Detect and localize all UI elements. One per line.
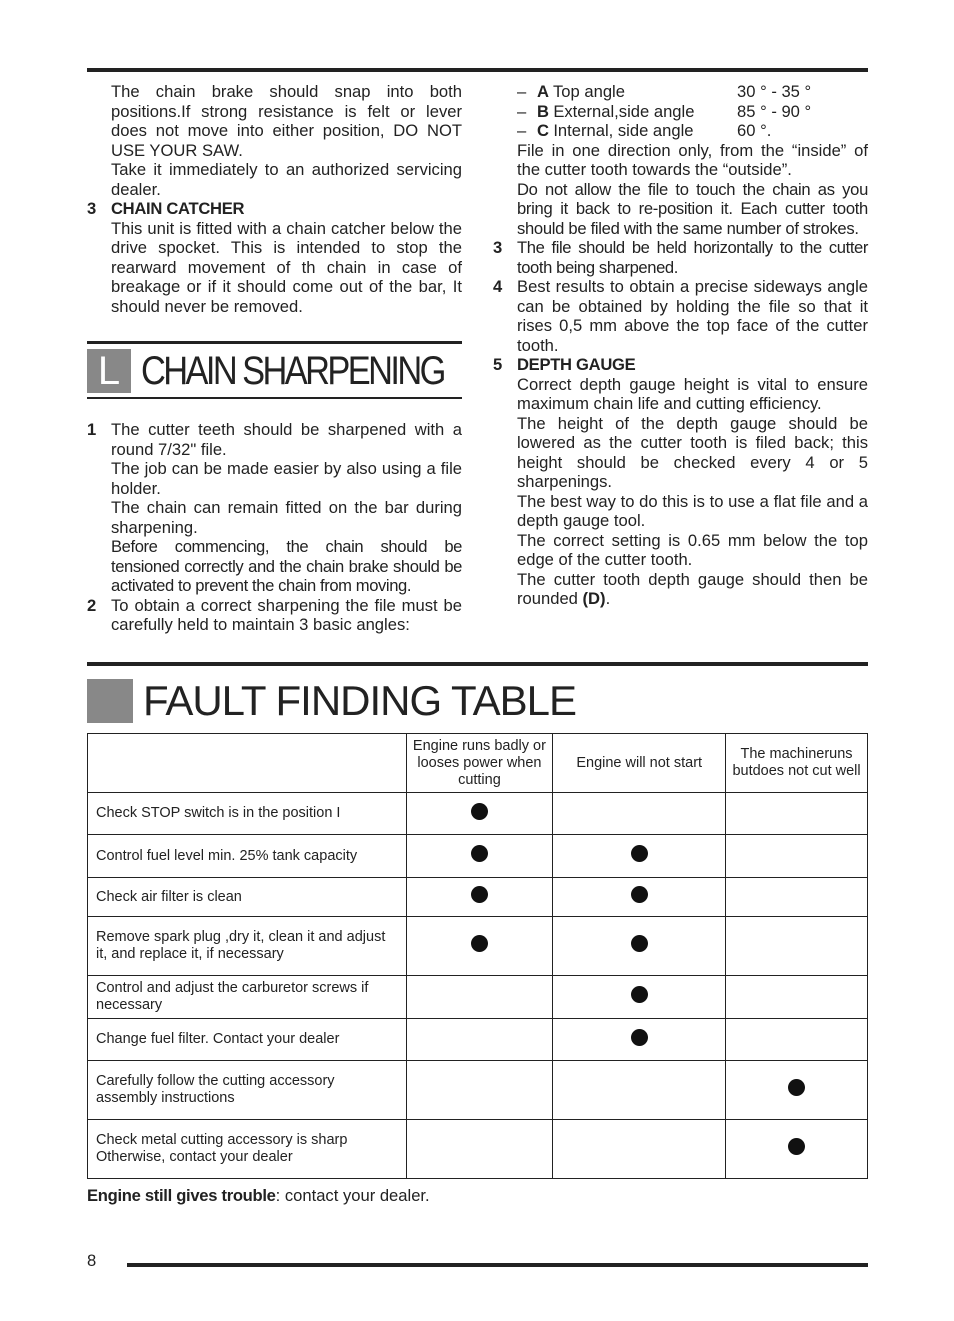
bullet-dot-icon	[631, 1029, 648, 1046]
sharpening-item-4	[493, 277, 868, 355]
sharpening-item-5	[493, 355, 868, 609]
row-label: Control fuel level min. 25% tank capacity	[88, 835, 407, 878]
item1-p3: The chain can remain fitted on the bar during sharpening.	[111, 498, 462, 537]
cell	[726, 1120, 868, 1179]
cell	[726, 1019, 868, 1061]
item5-p3: The best way to do this is to use a flat file and a depth gauge tool.	[517, 491, 868, 530]
item-number: 2	[87, 595, 96, 615]
footer-text: : contact your dealer.	[275, 1186, 430, 1205]
item5-p5-prefix: The cutter tooth depth gauge should then be rounded	[517, 569, 868, 608]
row-label: Change fuel filter. Contact your dealer	[88, 1019, 407, 1061]
chain-catcher-text: This unit is fitted with a chain catcher below the drive spocket. This is intended to stop the rearward movement of th chain in case of breakage or if it should come out of the bar, It should never be removed.	[111, 218, 462, 316]
item-number: 5	[493, 355, 502, 374]
bullet-dot-icon	[631, 986, 648, 1003]
dash: –	[517, 82, 527, 101]
cell	[553, 1019, 726, 1061]
brake-paragraph-1: The chain brake should snap into both positions.If strong resistance is felt or lever does not move into either position, DO NOT USE YOUR SAW.	[111, 82, 462, 160]
angle-row-c	[517, 121, 868, 141]
cell	[406, 1019, 553, 1061]
dash: –	[517, 101, 527, 121]
angles-list	[493, 82, 868, 141]
table-row	[88, 793, 868, 835]
chain-catcher-title: CHAIN CATCHER	[111, 199, 245, 218]
item1-p1: The cutter teeth should be sharpened with a round 7/32" file.	[111, 420, 462, 459]
cell	[406, 1120, 553, 1179]
cell	[406, 917, 553, 976]
angle-letter: A	[537, 82, 549, 101]
section-box	[87, 679, 133, 723]
cell	[553, 976, 726, 1019]
angle-letter: B	[537, 101, 549, 121]
table-row	[88, 878, 868, 917]
footer-bold: Engine still gives trouble	[87, 1186, 276, 1205]
sharpening-rule-bottom	[87, 397, 462, 399]
cell	[406, 976, 553, 1019]
file-paragraph-2: Do not allow the file to touch the chain as you bring it back to re-position it. Each cutter tooth should be filed with the same number of strokes.	[517, 179, 868, 238]
table-row	[88, 976, 868, 1019]
item5-p2: The height of the depth gauge should be lowered as the cutter tooth is filed back; this height should be checked every 4 or 5 sharpenings.	[517, 413, 868, 491]
cell	[406, 878, 553, 917]
item-number: 3	[87, 199, 96, 218]
dash: –	[517, 121, 527, 140]
angle-row-a	[517, 82, 868, 102]
table-row	[88, 1019, 868, 1061]
row-label: Check air filter is clean	[88, 878, 407, 917]
angle-letter: C	[537, 121, 549, 140]
item4-text: Best results to obtain a precise sideways angle can be obtained by holding the file so that it rises 0,5 mm above the top face of the cutter tooth.	[517, 277, 868, 355]
sharpening-title: CHAIN SHARPENING	[141, 348, 444, 393]
angle-row-b	[517, 102, 868, 122]
header-cell: Engine will not start	[553, 734, 726, 793]
sharpening-item-2	[87, 596, 462, 635]
cell	[726, 917, 868, 976]
item2-text: To obtain a correct sharpening the file must be carefully held to maintain 3 basic angles:	[111, 595, 462, 634]
angle-value: 85 ° - 90 °	[737, 101, 812, 121]
row-label: Remove spark plug ,dry it, clean it and adjust it, and replace it, if necessary	[88, 917, 407, 976]
item5-p5-suffix: .	[605, 589, 611, 608]
cell	[406, 1061, 553, 1120]
bullet-dot-icon	[631, 845, 648, 862]
angle-label: Internal, side angle	[553, 121, 694, 140]
cell	[726, 878, 868, 917]
cell	[553, 917, 726, 976]
angle-value: 60 °.	[737, 121, 772, 140]
bullet-dot-icon	[471, 803, 488, 820]
sharpening-item-3	[493, 238, 868, 277]
bullet-dot-icon	[471, 935, 488, 952]
cell	[726, 835, 868, 878]
section-letter-box	[87, 349, 131, 393]
item1-p4: Before commencing, the chain should be tensioned correctly and the chain brake should be activated to prevent the chain from moving.	[111, 537, 462, 595]
chain-catcher-item	[87, 199, 462, 316]
fault-table	[87, 733, 868, 1179]
bullet-dot-icon	[788, 1138, 805, 1155]
row-label: Control and adjust the carburetor screws if necessary	[88, 976, 407, 1019]
item5-p4: The correct setting is 0.65 mm below the top edge of the cutter tooth.	[517, 530, 868, 569]
item-number: 1	[87, 420, 96, 439]
file-paragraph-1: File in one direction only, from the “inside” of the cutter tooth towards the “outside”.	[517, 140, 868, 179]
bullet-dot-icon	[471, 845, 488, 862]
fault-title: FAULT FINDING TABLE	[143, 677, 576, 724]
table-header-row	[88, 734, 868, 793]
angle-label: External,side angle	[553, 101, 695, 121]
row-label: Check STOP switch is in the position I	[88, 793, 407, 835]
bullet-dot-icon	[631, 886, 648, 903]
table-row	[88, 835, 868, 878]
table-footer-note	[87, 1186, 430, 1206]
cell	[726, 1061, 868, 1120]
bullet-dot-icon	[631, 935, 648, 952]
header-cell: The machineruns butdoes not cut well	[726, 734, 868, 793]
angle-value: 30 ° - 35 °	[737, 82, 812, 101]
item-number: 3	[493, 238, 502, 257]
item5-p1: Correct depth gauge height is vital to ensure maximum chain life and cutting efficiency.	[517, 374, 868, 413]
table-row	[88, 917, 868, 976]
top-rule	[87, 68, 868, 72]
fault-heading	[87, 679, 576, 723]
table-row	[88, 1061, 868, 1120]
section-letter: L	[97, 348, 121, 393]
angle-label: Top angle	[553, 82, 625, 101]
sharpening-heading	[87, 349, 493, 393]
left-column-top	[87, 82, 462, 316]
row-label: Check metal cutting accessory is sharp Otherwise, contact your dealer	[88, 1120, 407, 1179]
item1-p2: The job can be made easier by also using a file holder.	[111, 459, 462, 498]
left-column-bottom	[87, 420, 462, 635]
row-label: Carefully follow the cutting accessory assembly instructions	[88, 1061, 407, 1120]
cell	[726, 793, 868, 835]
item3-text: The file should be held horizontally to the cutter tooth being sharpened.	[517, 238, 868, 277]
cell	[553, 1120, 726, 1179]
header-cell: Engine runs badly or looses power when cutting	[406, 734, 553, 793]
cell	[726, 976, 868, 1019]
page-number: 8	[87, 1251, 97, 1270]
sharpening-item-1	[87, 420, 462, 596]
sharpening-rule-top	[87, 341, 462, 344]
bullet-dot-icon	[788, 1079, 805, 1096]
cell	[553, 793, 726, 835]
item5-p5	[517, 570, 868, 609]
bottom-rule	[127, 1263, 868, 1267]
table-row	[88, 1120, 868, 1179]
item5-p5-bold: (D)	[582, 589, 606, 608]
cell	[553, 1061, 726, 1120]
bullet-dot-icon	[471, 886, 488, 903]
depth-gauge-title: DEPTH GAUGE	[517, 355, 636, 374]
item-number: 4	[493, 277, 502, 296]
cell	[406, 793, 553, 835]
brake-paragraph-2: Take it immediately to an authorized servicing dealer.	[111, 160, 462, 199]
fault-rule-top	[87, 662, 868, 666]
cell	[553, 835, 726, 878]
right-column	[493, 82, 868, 609]
cell	[406, 835, 553, 878]
cell	[553, 878, 726, 917]
header-cell-empty	[88, 734, 407, 793]
